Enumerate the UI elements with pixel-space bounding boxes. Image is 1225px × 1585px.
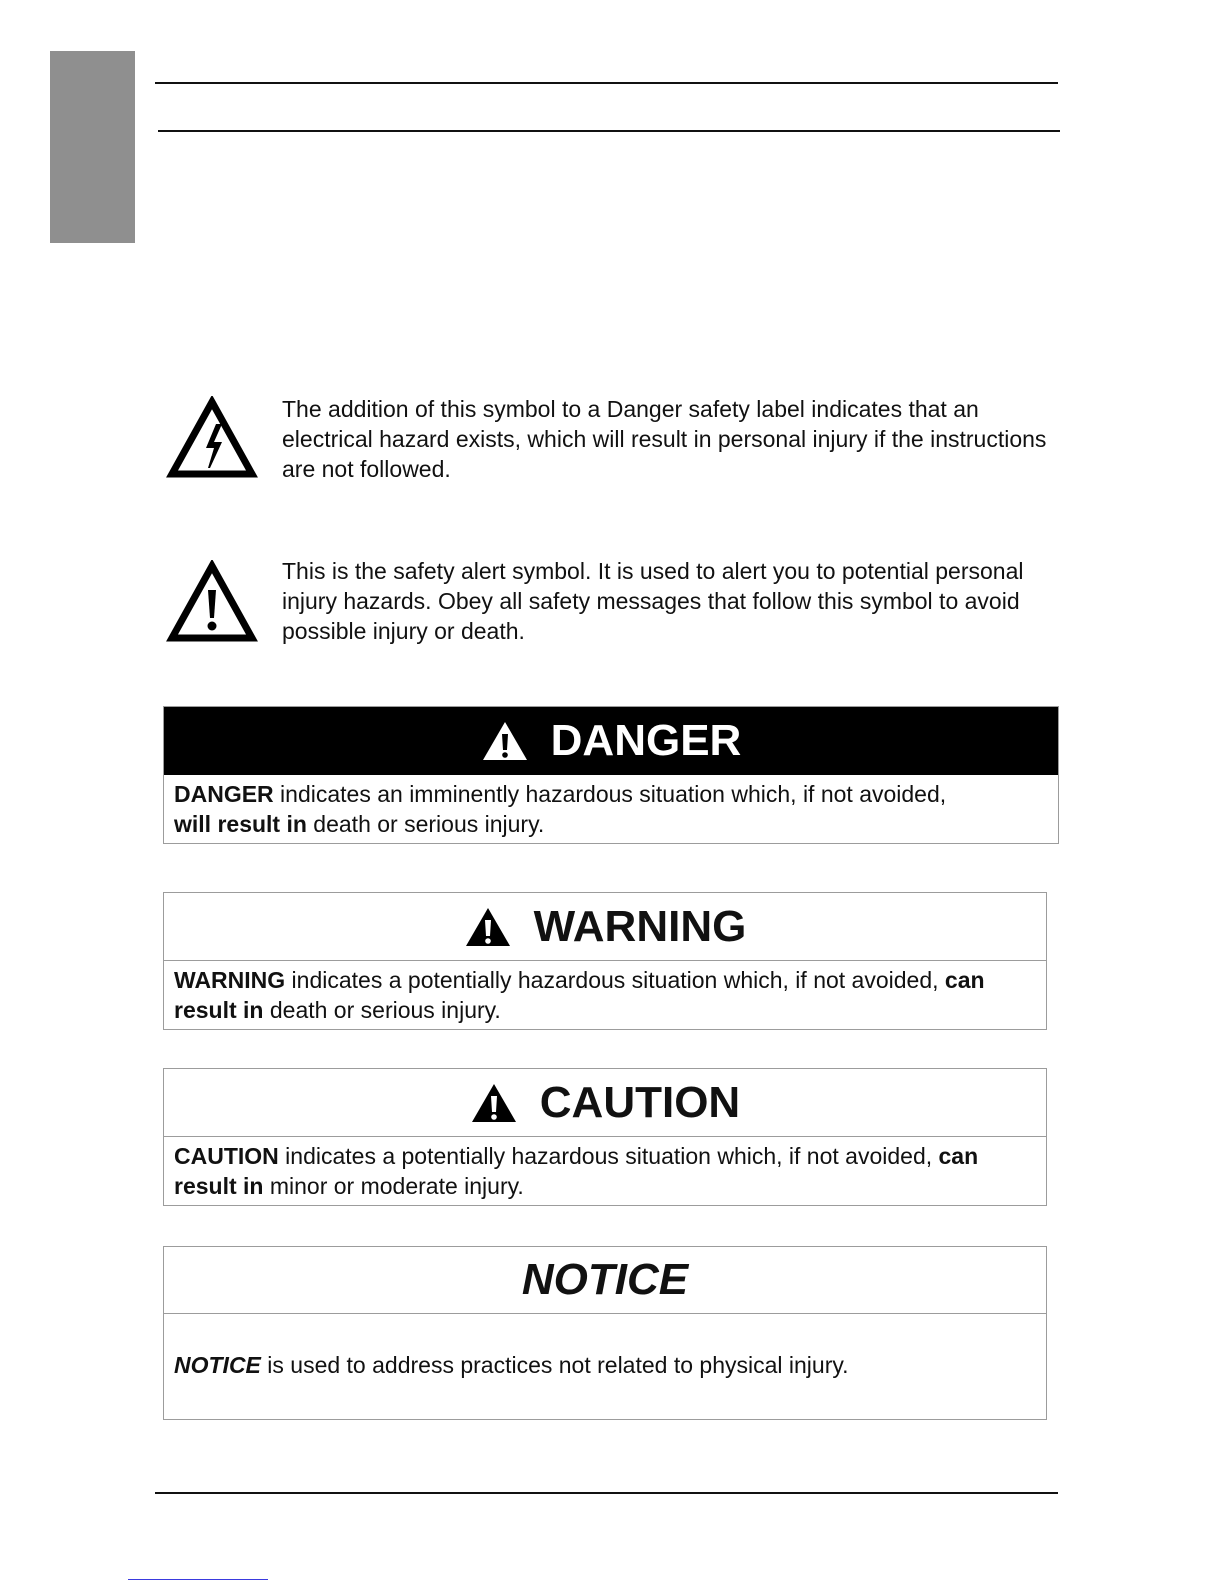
caution-description: CAUTION indicates a potentially hazardous situation which, if not avoided, can result in minor or moderate injury. — [174, 1143, 979, 1199]
notice-description: NOTICE is used to address practices not related to physical injury. — [174, 1352, 849, 1378]
warning-triangle-icon — [464, 906, 512, 948]
warning-box — [163, 892, 1047, 1030]
notice-title: NOTICE — [521, 1255, 689, 1304]
caution-title: CAUTION — [539, 1077, 741, 1127]
danger-header — [164, 707, 1058, 775]
danger-title: DANGER — [550, 716, 742, 765]
warning-description: WARNING indicates a potentially hazardous situation which, if not avoided, can result in death or serious injury. — [174, 967, 985, 1023]
electrical-hazard-icon — [166, 396, 258, 480]
electrical-hazard-row — [160, 394, 1050, 484]
safety-alert-text: This is the safety alert symbol. It is used to alert you to potential personal injury hazards. Obey all safety messages that follow this symbol to avoid possible injury or death. — [282, 558, 1024, 644]
notice-header — [164, 1247, 1046, 1314]
safety-alert-row — [160, 556, 1050, 646]
notice-box — [163, 1246, 1047, 1420]
safety-alert-icon — [166, 560, 258, 644]
footer-link-underline — [128, 1579, 268, 1580]
header-rule-bottom — [158, 130, 1060, 132]
electrical-hazard-text: The addition of this symbol to a Danger safety label indicates that an electrical hazard exists, which will result in personal injury if the instructions are not followed. — [282, 396, 1047, 482]
caution-box — [163, 1068, 1047, 1206]
caution-header — [164, 1069, 1046, 1137]
footer-rule — [155, 1492, 1058, 1494]
section-tab — [50, 51, 135, 243]
warning-header — [164, 893, 1046, 961]
header-rule-top — [155, 82, 1058, 84]
warning-title: WARNING — [533, 901, 747, 951]
warning-triangle-icon — [470, 1082, 518, 1124]
danger-box — [163, 706, 1059, 844]
danger-description: DANGER indicates an imminently hazardous situation which, if not avoided, will result in death or serious injury. — [174, 781, 947, 837]
warning-triangle-icon — [481, 720, 529, 762]
